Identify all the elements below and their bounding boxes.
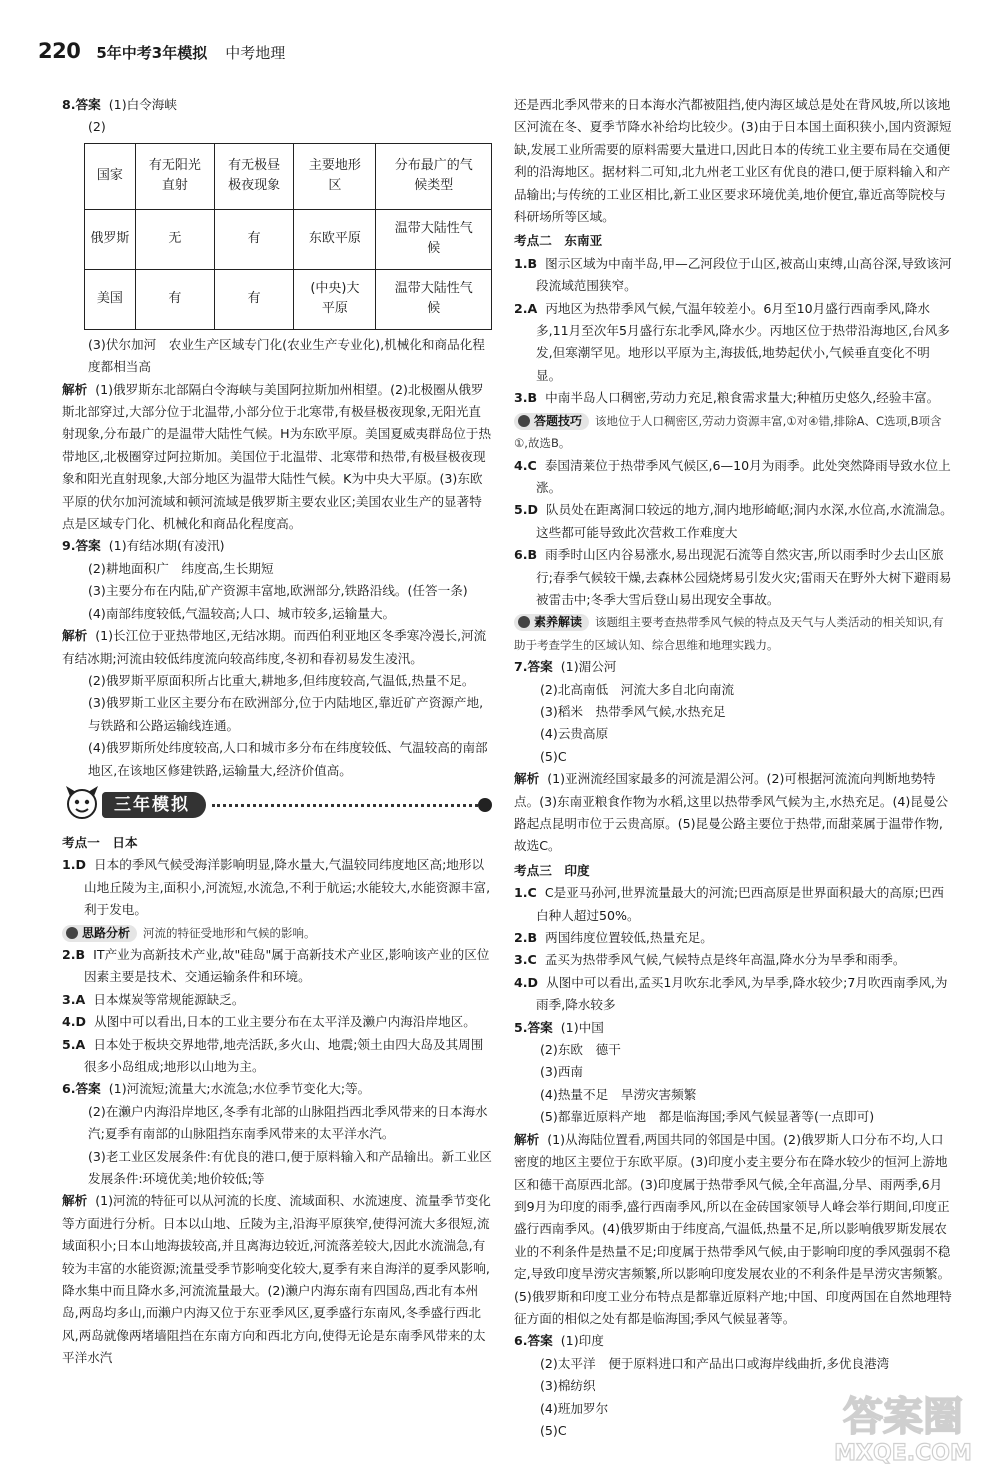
s3-q5-answer-3: (3)西南 [540,1064,584,1080]
s2-q3-text: 中南半岛人口稠密,劳动力充足,粮食需求量大;种植历史悠久,经验丰富。 [545,390,940,406]
s1-q1-number: 1.D [62,857,87,873]
s2-tip-2-text: 该题组主要考查热带季风气候的特点及天气与人类活动的相关知识,有助于考查学生的区域认知、综合思维和地理实践力。 [514,615,944,652]
s3-q6-answer-3: (3)棉纺织 [540,1378,596,1394]
mascot-icon [62,784,102,822]
s1-q6-explanation-label: 解析 [62,1193,88,1209]
section-1-title: 考点一 日本 [62,834,138,850]
q8-explanation: (1)俄罗斯东北部隔白令海峡与美国阿拉斯加州相望。(2)北极圈从俄罗斯北部穿过,大部分位于北温带,小部分位于北寒带,有极昼极夜现象,无阳光直射现象,分布最广的是温带大陆性气候。H为东欧平原。美国夏威夷群岛位于热带地区,北极圈穿过阿拉斯加。美国位于北温带、北寒带和热带,有极昼极夜现象和阳光直射现象,大部分地区为温带大陆性气候。K为中央大平原。(3)东欧平原的伏尔加河流域和顿河流域是俄罗斯主要农业区;美国农业生产的显著特点是区域专门化、机械化和商品化程度高。 [62,381,492,532]
banner-end-dot [478,798,492,812]
q9-answer-2: (2)耕地面积广 纬度高,生长期短 [88,560,274,576]
s2-q2-number: 2.A [514,300,538,316]
q9-explanation-3: (3)俄罗斯工业区主要分布在欧洲部分,位于内陆地区,靠近矿产资源产地,与铁路和公路运输线连通。 [88,695,484,733]
s3-q5-answer-4: (4)热量不足 旱涝灾害频繁 [540,1086,697,1102]
s3-q1-number: 1.C [514,885,537,901]
s2-q7-answer-5: (5)C [540,748,567,764]
section-3-title: 考点三 印度 [514,862,590,878]
subject-title: 中考地理 [225,44,286,62]
s2-q6-text: 雨季时山区内谷易涨水,易出现泥石流等自然灾害,所以雨季时少去山区旅行;春季气候较干燥,去森林公园烧烤易引发火灾;雷雨天在野外大树下避雨易被雷击中;冬季大雪后登山易出现安全事故。 [536,547,952,607]
q9-answer-1: (1)有结冰期(有凌汛) [108,538,225,554]
s3-q6-answer-4: (4)班加罗尔 [540,1400,609,1416]
s1-tip-label: 思路分析 [62,925,137,942]
page-header [38,40,988,70]
q8-title: 8.答案 [62,97,101,112]
watermark-logo [818,1380,988,1470]
section-2-title: 考点二 东南亚 [514,233,603,249]
q9-explanation-1: (1)长江位于亚热带地区,无结冰期。而西伯利亚地区冬季寒冷漫长,河流有结冰期;河流由较低纬度流向较高纬度,冬初和春初易发生凌汛。 [62,628,487,666]
s2-tip-2 [514,611,954,656]
s2-q3-number: 3.B [514,390,538,406]
s2-tip-1-label: 答题技巧 [514,413,589,430]
comparison-table [84,143,492,330]
banner-divider [212,804,484,807]
s3-q3-text: 孟买为热带季风气候,气候特点是终年高温,降水分为旱季和雨季。 [544,952,906,968]
table-cell: 有 [215,269,294,329]
s3-q6-answer-2: (2)太平洋 便于原料进口和产品出口或海岸线曲折,多优良港湾 [540,1355,890,1371]
s2-q7-answer-4: (4)云贵高原 [540,726,609,742]
s3-q5-explanation-label: 解析 [514,1131,540,1147]
table-cell: 温带大陆性气候 [376,269,492,329]
table-cell: 有 [135,269,214,329]
s2-q7-title: 7.答案 [514,659,553,675]
continued-explanation: 还是西北季风带来的日本海水汽都被阻挡,使内海区域总是处在背风坡,所以该地区河流在冬、夏季节降水补给均比较少。(3)由于日本国土面积狭小,国内资源短缺,发展工业所需要的原料需要大量进口,因此日本的传统工业主要布局在交通便利的沿海地区。据材料二可知,北九州老工业区有优良的港口,便于原料输入和产品输出;与传统的工业区相比,新工业区要求环境优美,地价便宜,靠近高等院校与科研场所等区域。 [514,97,952,225]
s1-q2-text: IT产业为高新技术产业,故"硅岛"属于高新技术产业区,影响该产业的区位因素主要是技术、交通运输条件和环境。 [84,946,490,985]
left-column [62,94,492,1370]
s1-q2-number: 2.B [62,946,86,962]
s2-q4-text: 泰国清莱位于热带季风气候区,6—10月为雨季。此处突然降雨导致水位上涨。 [536,457,951,495]
right-column [514,94,954,1442]
q8-answer-3: (3)伏尔加河 农业生产区域专门化(农业生产专业化),机械化和商品化程度都相当高 [88,336,485,375]
table-cell: 温带大陆性气候 [376,209,492,269]
q9-explanation-2: (2)俄罗斯平原面积所占比重大,耕地多,但纬度较高,气温低,热量不足。 [88,672,475,688]
table-cell: 东欧平原 [294,209,376,269]
s1-q4-number: 4.D [62,1014,87,1030]
s2-q7-explanation: (1)亚洲流经国家最多的河流是湄公河。(2)可根据河流流向判断地势特点。(3)东南亚粮食作物为水稻,这里以热带季风气候为主,水热充足。(4)昆曼公路起点昆明市位于云贵高原。(5)昆曼公路主要位于热带,而甜菜属于温带作物,故选C。 [514,771,949,854]
s3-q5-explanation: (1)从海陆位置看,两国共同的邻国是中国。(2)俄罗斯人口分布不均,人口密度的地区主要位于东欧平原。(3)印度小麦主要分布在降水较少的恒河上游地区和德干高原西北部。(3)印度属于热带季风气候,全年高温,分旱、雨两季,6月到9月为印度的雨季,盛行西南季风,所以在金砖国家领导人峰会举行期间,印度正盛行西南季风。(4)俄罗斯由于纬度高,气温低,热量不足,所以影响俄罗斯发展农业的不利条件是热量不足;印度属于热带季风气候,由于影响印度的季风强弱不稳定,导致印度旱涝灾害频繁,所以影响印度发展农业的不利条件是旱涝灾害频繁。(5)俄罗斯和印度工业分布特点是都靠近原料产地;中国、印度两国在自然地理特征方面的相似之处有都是临海国;季风气候显著等。 [514,1131,952,1326]
s2-q7-answer-1: (1)湄公河 [560,659,617,675]
q9-explanation-4: (4)俄罗斯所处纬度较高,人口和城市多分布在纬度较低、气温较高的南部地区,在该地区修建铁路,运输量大,经济价值高。 [88,740,488,778]
s1-q6-answer-2: (2)在濑户内海沿岸地区,冬季有北部的山脉阻挡西北季风带来的日本海水汽;夏季有南部的山脉阻挡东南季风带来的太平洋水汽。 [88,1103,488,1142]
s3-q6-title: 6.答案 [514,1333,553,1349]
s1-q3-number: 3.A [62,991,86,1007]
s2-q6-number: 6.B [514,547,538,563]
s1-q6-answer-1: (1)河流短;流量大;水流急;水位季节变化大;等。 [108,1081,371,1097]
table-cell: 有 [215,209,294,269]
table-header-cell: 分布最广的气候类型 [376,143,492,209]
s1-tip-text: 河流的特征受地形和气候的影响。 [143,925,316,940]
s1-q5-text: 日本处于板块交界地带,地壳活跃,多火山、地震;领土由四大岛及其周围很多小岛组成;地形以山地为主。 [84,1036,484,1074]
s3-q6-answer-1: (1)印度 [560,1333,604,1349]
s2-q7-explanation-label: 解析 [514,771,540,787]
s2-tip-1-text: 该地位于人口稠密区,劳动力资源丰富,①对④错,排除A、C选项,B项含①,故选B。 [514,413,942,451]
s3-q5-answer-2: (2)东欧 德干 [540,1042,621,1058]
watermark-line-2: MXQE.COM [834,1441,972,1466]
s2-q1-text: 图示区域为中南半岛,甲—乙河段位于山区,被高山束缚,山高谷深,导致该河段流域范围狭窄。 [536,255,952,294]
table-header-cell: 主要地形区 [294,143,376,209]
s1-q1-text: 日本的季风气候受海洋影响明显,降水量大,气温较同纬度地区高;地形以山地丘陵为主,面积小,河流短,水流急,不利于航运;水能较大,水能资源丰富,利于发电。 [84,857,491,918]
banner-title: 三年模拟 [102,792,206,818]
s3-q6-answer-5: (5)C [540,1422,567,1438]
s3-q5-answer-1: (1)中国 [560,1019,604,1035]
s1-q6-title: 6.答案 [62,1081,101,1097]
q9-answer-4: (4)南部纬度较低,气温较高;人口、城市较多,运输量大。 [88,605,396,621]
s3-q2-number: 2.B [514,930,538,946]
table-header-row [85,143,492,209]
table-header-cell: 有无阳光直射 [135,143,214,209]
table-cell: (中央)大平原 [294,269,376,329]
s2-q2-text: 丙地区为热带季风气候,气温年较差小。6月至10月盛行西南季风,降水多,11月至次年5月盛行东北季风,降水少。丙地区位于热带沿海地区,台风多发,但寒潮罕见。地形以平原为主,海拔低,地势起伏小,气候垂直变化不明显。 [536,300,950,383]
s3-q4-number: 4.D [514,974,539,990]
s2-q7-answer-2: (2)北高南低 河流大多自北向南流 [540,681,735,697]
q9-answer-3: (3)主要分布在内陆,矿产资源丰富地,欧洲部分,铁路沿线。(任答一条) [88,583,468,599]
s2-q4-number: 4.C [514,457,537,473]
table-cell: 美国 [85,269,136,329]
table-row [85,269,492,329]
s3-q5-answer-5: (5)都靠近原料产地 都是临海国;季风气候显著等(一点即可) [540,1109,875,1125]
s1-q5-number: 5.A [62,1036,86,1052]
s3-q3-number: 3.C [514,952,537,968]
q8-answer-1: (1)白令海峡 [108,97,177,112]
s3-q2-text: 两国纬度位置较低,热量充足。 [545,930,713,946]
s2-q5-number: 5.D [514,502,539,518]
s3-q4-text: 从图中可以看出,孟买1月吹东北季风,为旱季,降水较少;7月吹西南季风,为雨季,降水较多 [536,974,948,1013]
s1-tip [62,922,492,944]
page-number: 220 [38,39,81,63]
q8-explanation-label: 解析 [62,381,88,397]
s3-q1-text: C是亚马孙河,世界流量最大的河流;巴西高原是世界面积最大的高原;巴西白种人超过50%。 [536,885,944,923]
series-title: 5年中考3年模拟 [96,44,208,62]
section-banner [62,788,492,824]
s2-q5-text: 队员处在距离洞口较远的地方,洞内地形崎岖;洞内水深,水位高,水流湍急。这些都可能导致此次营救工作难度大 [536,502,953,540]
s1-q4-text: 从图中可以看出,日本的工业主要分布在太平洋及濑户内海沿岸地区。 [94,1014,476,1030]
table-header-cell: 国家 [85,143,136,209]
s1-q6-explanation: (1)河流的特征可以从河流的长度、流域面积、水流速度、流量季节变化等方面进行分析。日本以山地、丘陵为主,沿海平原狭窄,使得河流大多很短,流域面积小;日本山地海拔较高,并且离海边较近,河流落差较大,因此水流湍急,有较为丰富的水能资源;流量受季节影响变化较大,夏季有来自海洋的夏季风影响,降水集中而且降水多,河流流量最大。(2)濑户内海东南有四国岛,西北有本州岛,两岛均多山,而濑户内海又位于东亚季风区,夏季盛行东南风,冬季盛行西北风,两岛就像两堵墙阻挡在东南方向和西北方向,使得无论是东南季风带来的太平洋水汽 [62,1193,491,1366]
q9-title: 9.答案 [62,538,101,554]
s2-tip-2-label: 素养解读 [514,614,589,631]
watermark-line-1: 答案圈 [843,1394,963,1440]
table-header-cell: 有无极昼极夜现象 [215,143,294,209]
q9-explanation-label: 解析 [62,628,88,644]
q8-answer-2: (2) [88,119,106,135]
table-cell: 俄罗斯 [85,209,136,269]
s2-tip-1 [514,410,954,455]
s3-q5-title: 5.答案 [514,1019,553,1035]
s2-q1-number: 1.B [514,255,538,271]
table-row [85,209,492,269]
s1-q6-answer-3: (3)老工业区发展条件:有优良的港口,便于原料输入和产品输出。新工业区发展条件:环境优美;地价较低;等 [88,1148,492,1187]
s2-q7-answer-3: (3)稻米 热带季风气候,水热充足 [540,703,726,719]
table-cell: 无 [135,209,214,269]
s1-q3-text: 日本煤炭等常规能源缺乏。 [93,991,245,1007]
